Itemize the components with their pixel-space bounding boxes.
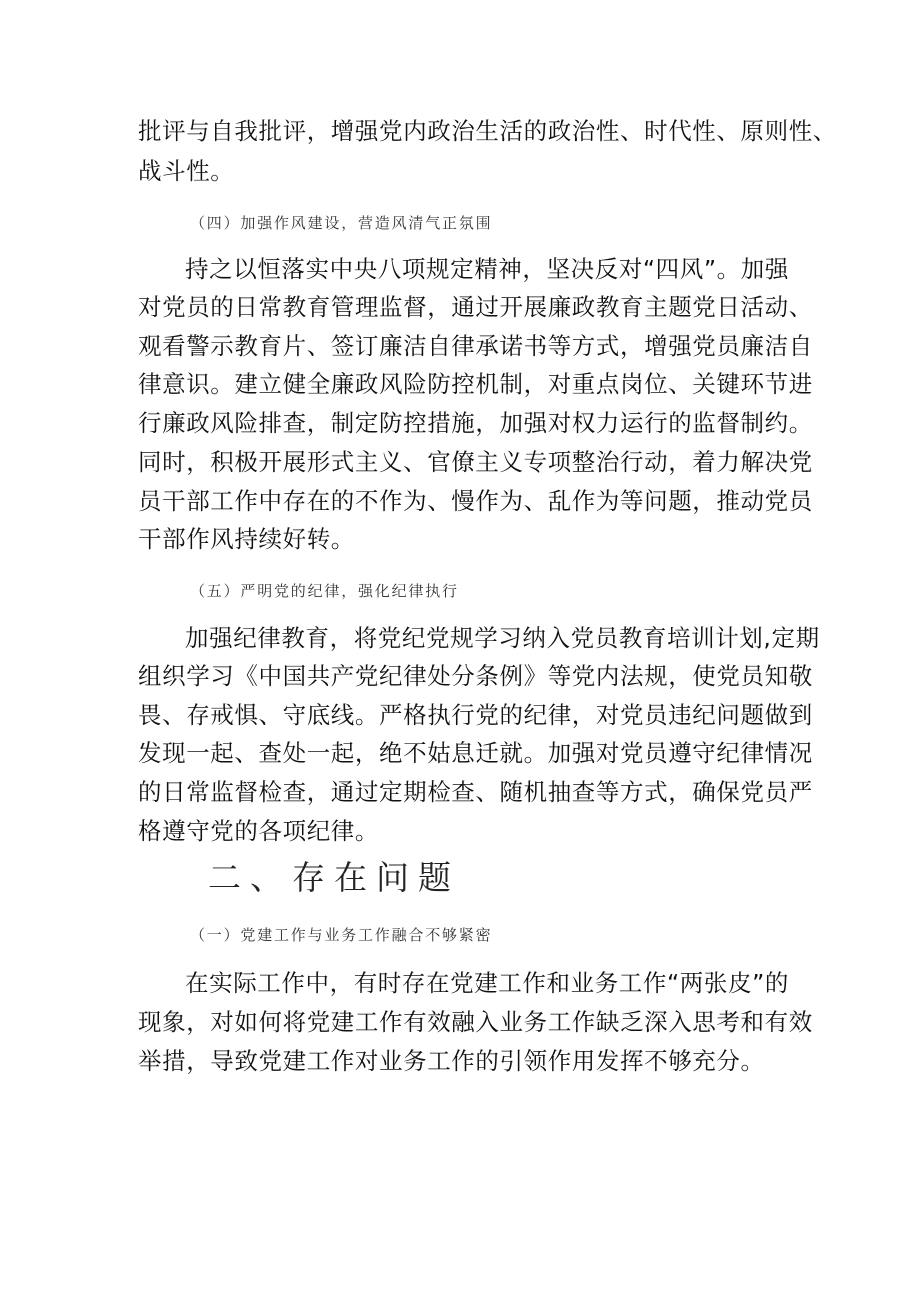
body-text-line: 畏、存戒惧、守底线。严格执行党的纪律，对党员违纪问题做到 <box>138 701 813 729</box>
body-text-line: 战斗性。 <box>138 157 235 185</box>
subsection-heading: （四）加强作风建设，营造风清气正氛围 <box>190 214 493 232</box>
body-text-line: 加强纪律教育，将党纪党规学习纳入党员教育培训计划,定期 <box>185 624 820 652</box>
body-text-line: 同时，积极开展形式主义、官僚主义专项整治行动，着力解决党 <box>138 448 813 476</box>
subsection-heading: （一）党建工作与业务工作融合不够紧密 <box>190 926 493 944</box>
section-title: 二、存在问题 <box>208 858 460 897</box>
body-text-line: 的日常监督检查，通过定期检查、随机抽查等方式，确保党员严 <box>138 778 813 806</box>
body-text-line: 持之以恒落实中央八项规定精神，坚决反对“四风”。加强 <box>185 255 789 283</box>
body-text-line: 批评与自我批评，增强党内政治生活的政治性、时代性、原则性、 <box>138 117 837 145</box>
body-text-line: 律意识。建立健全廉政风险防控机制，对重点岗位、关键环节进 <box>138 370 813 398</box>
body-text-line: 格遵守党的各项纪律。 <box>138 817 379 845</box>
body-text-line: 干部作风持续好转。 <box>138 525 355 553</box>
body-text-line: 现象，对如何将党建工作有效融入业务工作缺乏深入思考和有效 <box>138 1008 813 1036</box>
body-text-line: 在实际工作中，有时存在党建工作和业务工作“两张皮”的 <box>185 969 789 997</box>
body-text-line: 观看警示教育片、签订廉洁自律承诺书等方式，增强党员廉洁自 <box>138 332 813 360</box>
body-text-line: 组织学习《中国共产党纪律处分条例》等党内法规，使党员知敬 <box>138 662 813 690</box>
body-text-line: 行廉政风险排查，制定防控措施，加强对权力运行的监督制约。 <box>138 409 813 437</box>
body-text-line: 对党员的日常教育管理监督，通过开展廉政教育主题党日活动、 <box>138 293 813 321</box>
subsection-heading: （五）严明党的纪律，强化纪律执行 <box>190 582 459 600</box>
body-text-line: 员干部工作中存在的不作为、慢作为、乱作为等问题，推动党员 <box>138 487 813 515</box>
body-text-line: 发现一起、查处一起，绝不姑息迁就。加强对党员遵守纪律情况 <box>138 739 813 767</box>
body-text-line: 举措，导致党建工作对业务工作的引领作用发挥不够充分。 <box>138 1047 765 1075</box>
